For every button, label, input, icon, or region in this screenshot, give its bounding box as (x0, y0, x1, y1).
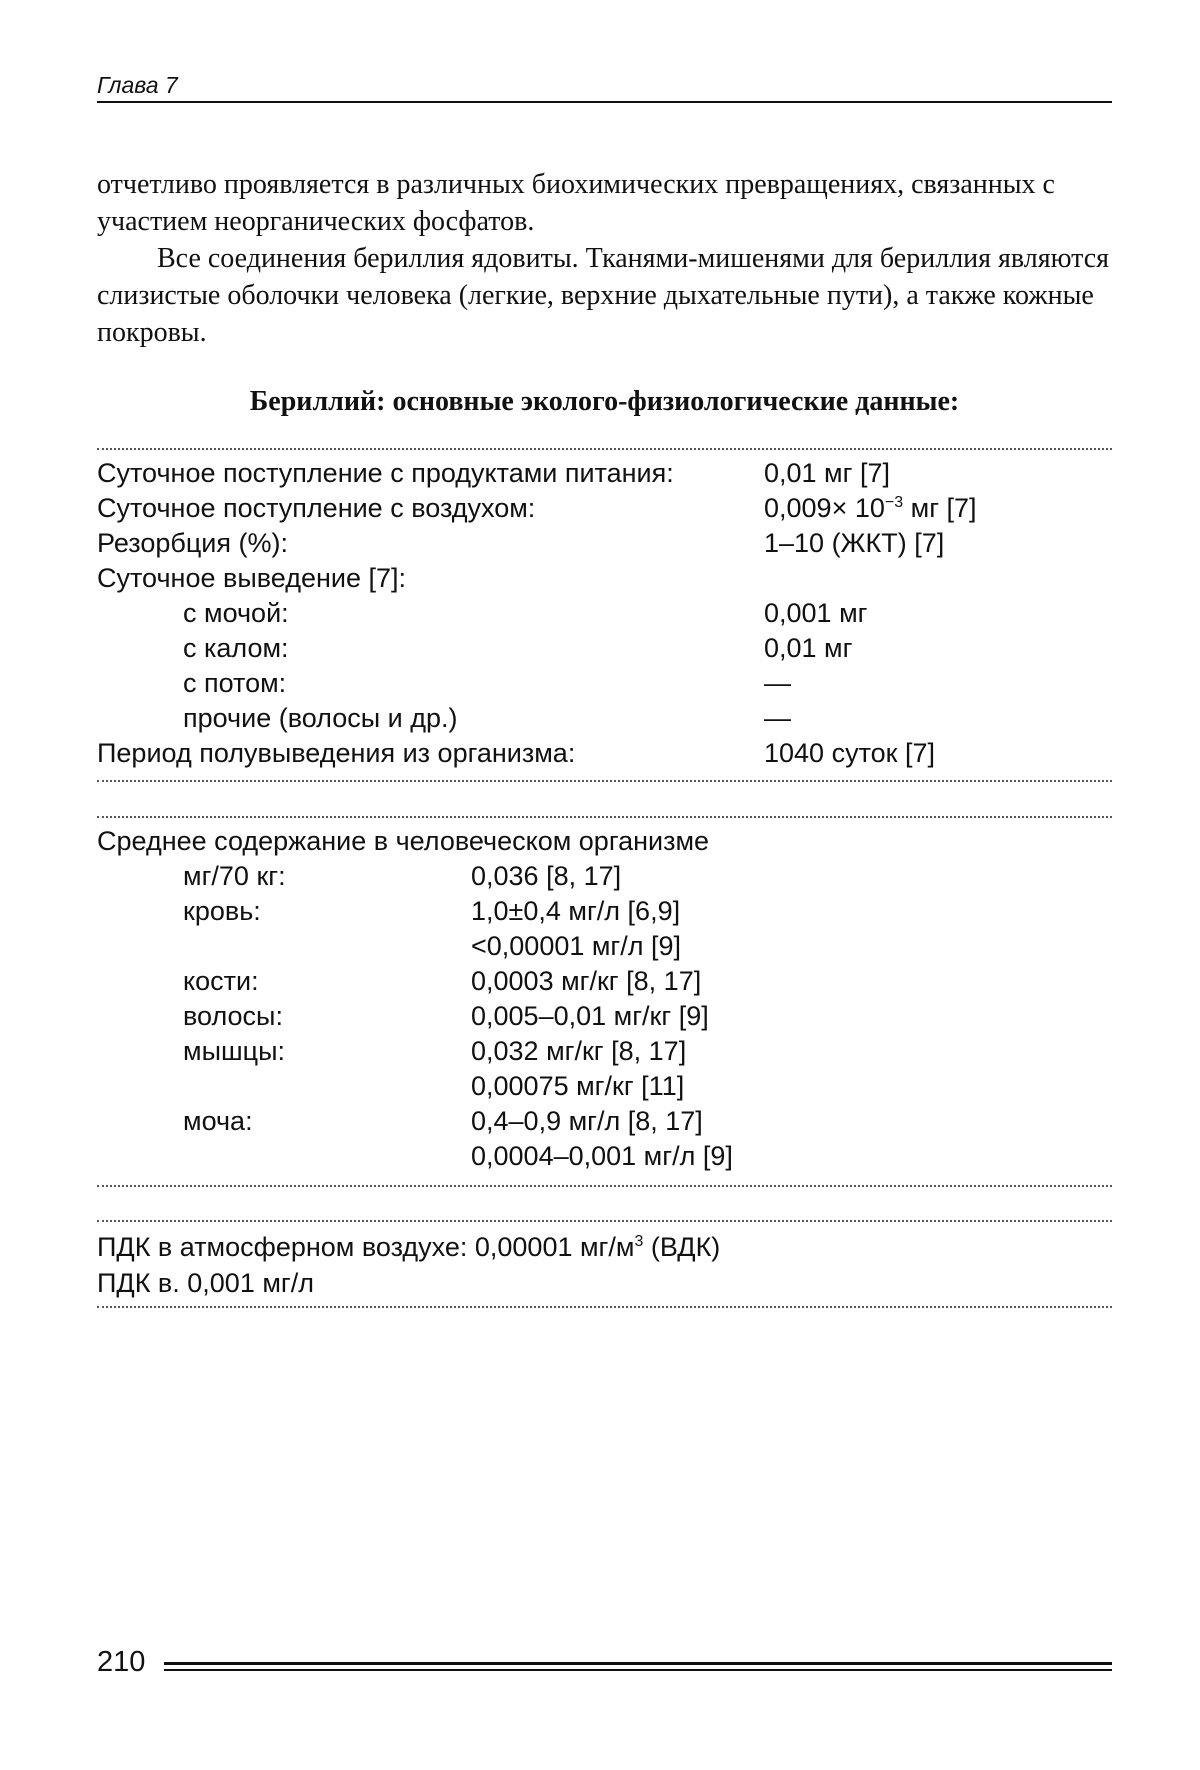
row-value (764, 491, 977, 526)
table-1-bottom-rule (97, 780, 1112, 782)
pdk-top-rule (97, 1220, 1112, 1222)
table-row (97, 929, 1112, 964)
table-row (97, 596, 1112, 631)
page-number: 210 (97, 1646, 146, 1678)
table-row (97, 736, 1112, 771)
table-row (97, 526, 1112, 561)
paragraph-1: отчетливо проявляется в различных биохимических превращениях, связанных с участием неорганических фосфатов. (97, 169, 1055, 237)
table-2-top-rule (97, 816, 1112, 818)
table-row (97, 631, 1112, 666)
row-value-text: 0,009× 10 (764, 493, 885, 523)
row-value: — (764, 668, 791, 698)
pdk-water: ПДК в. 0,001 мг/л (97, 1268, 315, 1298)
row-value: 0,0003 мг/кг [8, 17] (471, 966, 702, 996)
table-row (97, 999, 1112, 1034)
table-2-heading-text: Среднее содержание в человеческом организме (97, 826, 710, 856)
table-2-bottom-rule (97, 1185, 1112, 1187)
row-value: 0,4–0,9 мг/л [8, 17] (471, 1106, 703, 1136)
row-value-exponent: −3 (884, 494, 904, 511)
table-row (97, 1034, 1112, 1069)
row-label: с калом: (183, 633, 289, 663)
row-label: Суточное поступление с воздухом: (97, 493, 536, 523)
row-label: кости: (183, 966, 259, 996)
pdk-air-suffix: (ВДК) (643, 1232, 721, 1262)
table-row (97, 491, 1112, 526)
table-row (97, 701, 1112, 736)
running-header: Глава 7 (97, 72, 178, 98)
row-label: кровь: (183, 896, 261, 926)
row-value: 0,001 мг (764, 598, 868, 628)
row-label: моча: (183, 1106, 253, 1136)
row-label: мышцы: (183, 1036, 286, 1066)
row-value: 1040 суток [7] (764, 738, 935, 768)
row-value: — (764, 703, 791, 733)
row-label: Суточное выведение [7]: (97, 563, 407, 593)
table-row (97, 666, 1112, 701)
table-2-heading (97, 824, 1112, 859)
footer-rule (164, 1662, 1112, 1665)
table-row (97, 1104, 1112, 1139)
row-value: 0,005–0,01 мг/кг [9] (471, 1001, 709, 1031)
row-label: с мочой: (183, 598, 289, 628)
row-value: 0,036 [8, 17] (471, 861, 622, 891)
table-row (97, 456, 1112, 491)
row-label: мг/70 кг: (183, 861, 286, 891)
table-1-top-rule (97, 448, 1112, 450)
row-value: 0,032 мг/кг [8, 17] (471, 1036, 687, 1066)
table-row (97, 1139, 1112, 1174)
pdk-air-text: ПДК в атмосферном воздухе: 0,00001 мг/м (97, 1232, 635, 1262)
row-value: 1–10 (ЖКТ) [7] (764, 528, 945, 558)
row-value: <0,00001 мг/л [9] (471, 931, 682, 961)
table-row (97, 1069, 1112, 1104)
footer-rule-secondary (164, 1669, 1112, 1671)
row-label: Период полувыведения из организма: (97, 738, 576, 768)
pdk-bottom-rule (97, 1306, 1112, 1308)
paragraph-2: Все соединения бериллия ядовиты. Тканями-мишенями для бериллия являются слизистые оболочки человека (легкие, верхние дыхательные пути), а также кожные покровы. (97, 243, 1110, 348)
table-row (97, 859, 1112, 894)
table-row (97, 561, 1112, 596)
row-value: 0,01 мг [7] (764, 458, 890, 488)
pdk-air-sup: 3 (634, 1233, 644, 1250)
row-value: 0,01 мг (764, 633, 853, 663)
table-row (97, 964, 1112, 999)
row-label: Суточное поступление с продуктами питания: (97, 458, 674, 488)
row-value: 0,00075 мг/кг [11] (471, 1071, 685, 1101)
row-value: 1,0±0,4 мг/л [6,9] (471, 896, 681, 926)
row-label: с потом: (183, 668, 287, 698)
row-label: Резорбция (%): (97, 528, 288, 558)
data-section-title: Бериллий: основные эколого-физиологические данные: (249, 386, 960, 417)
table-row (97, 894, 1112, 929)
row-label: волосы: (183, 1001, 283, 1031)
row-label: прочие (волосы и др.) (183, 703, 458, 733)
row-value: 0,0004–0,001 мг/л [9] (471, 1141, 733, 1171)
row-value-unit: мг [7] (903, 493, 977, 523)
pdk-air (97, 1230, 1112, 1265)
header-rule (97, 101, 1112, 103)
